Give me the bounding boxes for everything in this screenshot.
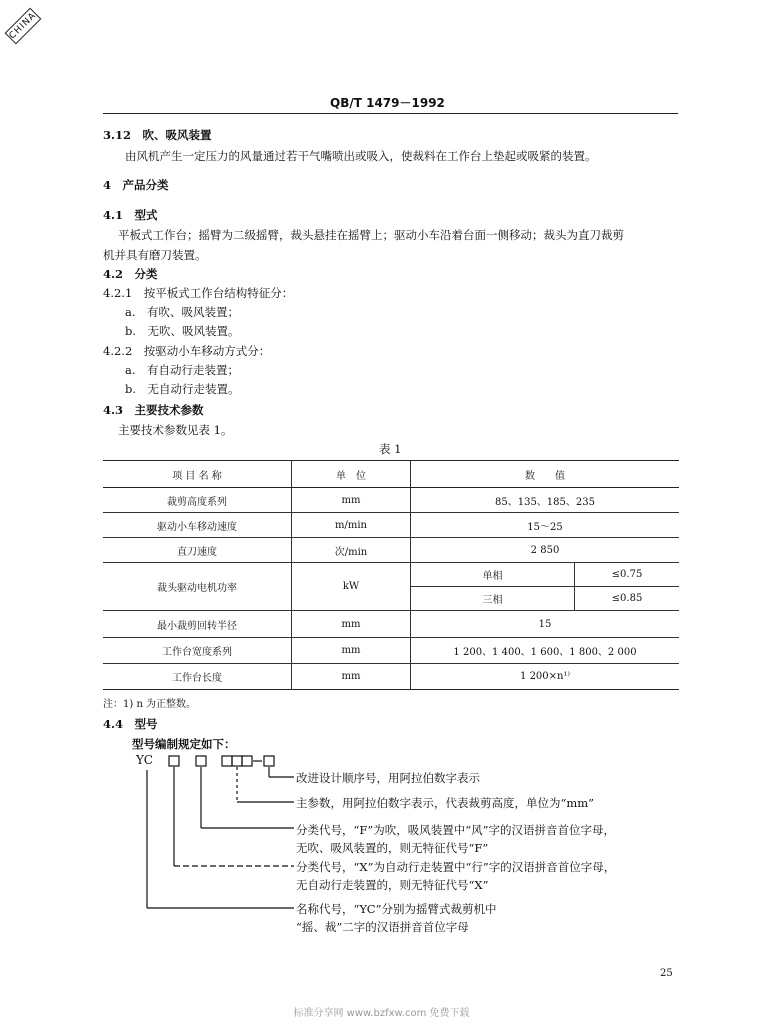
section-4-2-2: 4.2.2 按驱动小车移动方式分：: [103, 344, 271, 358]
cell-item: 工作台宽度系列: [103, 638, 292, 664]
table-caption: 表 1: [379, 442, 402, 456]
section-4-4-heading: 4.4 型号: [103, 717, 158, 731]
cell-value: 2 850: [411, 538, 680, 563]
legend-yc-line2: “摇、裁”二字的汉语拼音首位字母: [296, 920, 469, 934]
code-box-f: [196, 756, 206, 766]
section-4-2-1: 4.2.1 按平板式工作台结构特征分：: [103, 286, 294, 300]
cell-value: 85、135、185、235: [411, 488, 680, 513]
table-note: 注：1) n 为正整数。: [103, 699, 197, 710]
cell-item: 驱动小车移动速度: [103, 513, 292, 538]
cell-value: 1 200、1 400、1 600、1 800、2 000: [411, 638, 680, 664]
section-4-2-2-b: b. 无自动行走装置。: [125, 382, 240, 396]
header-unit: 单 位: [292, 461, 411, 488]
cell-three-label: 三相: [411, 587, 575, 611]
code-box-param-1: [222, 756, 232, 766]
legend-f-line2: 无吹、吸风装置的，则无特征代号“F”: [296, 841, 489, 855]
section-4-2-1-a: a. 有吹、吸风装置；: [125, 305, 240, 319]
section-4-2-2-a: a. 有自动行走装置；: [125, 363, 240, 377]
cell-value: 15～25: [411, 513, 680, 538]
section-4-1-line1: 平板式工作台；摇臂为二级摇臂，裁头悬挂在摇臂上；驱动小车沿着台面一侧移动；裁头为直刀裁剪: [118, 228, 624, 242]
section-4-3-text: 主要技术参数见表 1。: [118, 423, 233, 437]
cell-unit: mm: [292, 664, 411, 690]
cell-single-value: ≤0.75: [575, 563, 680, 587]
cell-item: 最小裁剪回转半径: [103, 611, 292, 638]
legend-main-param: 主参数，用阿拉伯数字表示，代表裁剪高度，单位为“mm”: [296, 796, 595, 810]
legend-yc-line1: 名称代号，“YC”分别为摇臂式裁剪机中: [296, 902, 497, 916]
code-box-param-3: [242, 756, 252, 766]
cell-unit: mm: [292, 638, 411, 664]
watermark: 标准分享网 www.bzfxw.com 免费下载: [293, 1008, 470, 1019]
section-4-1-line2: 机并具有磨刀装置。: [103, 248, 207, 262]
legend-x-line1: 分类代号，“X”为自动行走装置中“行”字的汉语拼音首位字母，: [296, 860, 616, 874]
legend-design-seq: 改进设计顺序号，用阿拉伯数字表示: [296, 771, 480, 785]
code-box-x: [169, 756, 179, 766]
section-4-2-heading: 4.2 分类: [103, 267, 158, 281]
cell-three-value: ≤0.85: [575, 587, 680, 611]
code-box-param-2: [232, 756, 242, 766]
header-item: 项 目 名 称: [103, 461, 292, 488]
header-value: 数 值: [411, 461, 680, 488]
cell-item: 直刀速度: [103, 538, 292, 563]
cell-item: 裁剪高度系列: [103, 488, 292, 513]
section-3-12-text: 由风机产生一定压力的风量通过若干气嘴喷出或吸入，使裁料在工作台上垫起或吸紧的装置。: [125, 149, 597, 163]
cell-unit: kW: [292, 563, 411, 611]
section-4-1-heading: 4.1 型式: [103, 208, 158, 222]
model-code-prefix: YC: [136, 753, 153, 767]
code-box-design: [264, 756, 274, 766]
section-4-2-1-b: b. 无吹、吸风装置。: [125, 324, 240, 338]
cell-unit: mm: [292, 611, 411, 638]
legend-x-line2: 无自动行走装置的，则无特征代号“X”: [296, 878, 489, 892]
section-4-3-heading: 4.3 主要技术参数: [103, 403, 204, 417]
cell-value: 1 200×n¹⁾: [411, 664, 680, 690]
cell-value: 15: [411, 611, 680, 638]
section-3-12-heading: 3.12 吹、吸风装置: [103, 128, 212, 142]
section-4-4-text: 型号编制规定如下：: [132, 737, 236, 751]
section-4-heading: 4 产品分类: [103, 178, 169, 192]
page-number: 25: [660, 968, 673, 979]
standard-code: QB/T 1479－1992: [330, 96, 445, 110]
cell-unit: mm: [292, 488, 411, 513]
cell-unit: 次/min: [292, 538, 411, 563]
cell-item: 裁头驱动电机功率: [103, 563, 292, 611]
legend-f-line1: 分类代号，“F”为吹，吸风装置中“风”字的汉语拼音首位字母，: [296, 823, 615, 837]
cell-unit: m/min: [292, 513, 411, 538]
cell-item: 工作台长度: [103, 664, 292, 690]
china-stamp: CHINA: [5, 8, 42, 45]
cell-single-label: 单相: [411, 563, 575, 587]
